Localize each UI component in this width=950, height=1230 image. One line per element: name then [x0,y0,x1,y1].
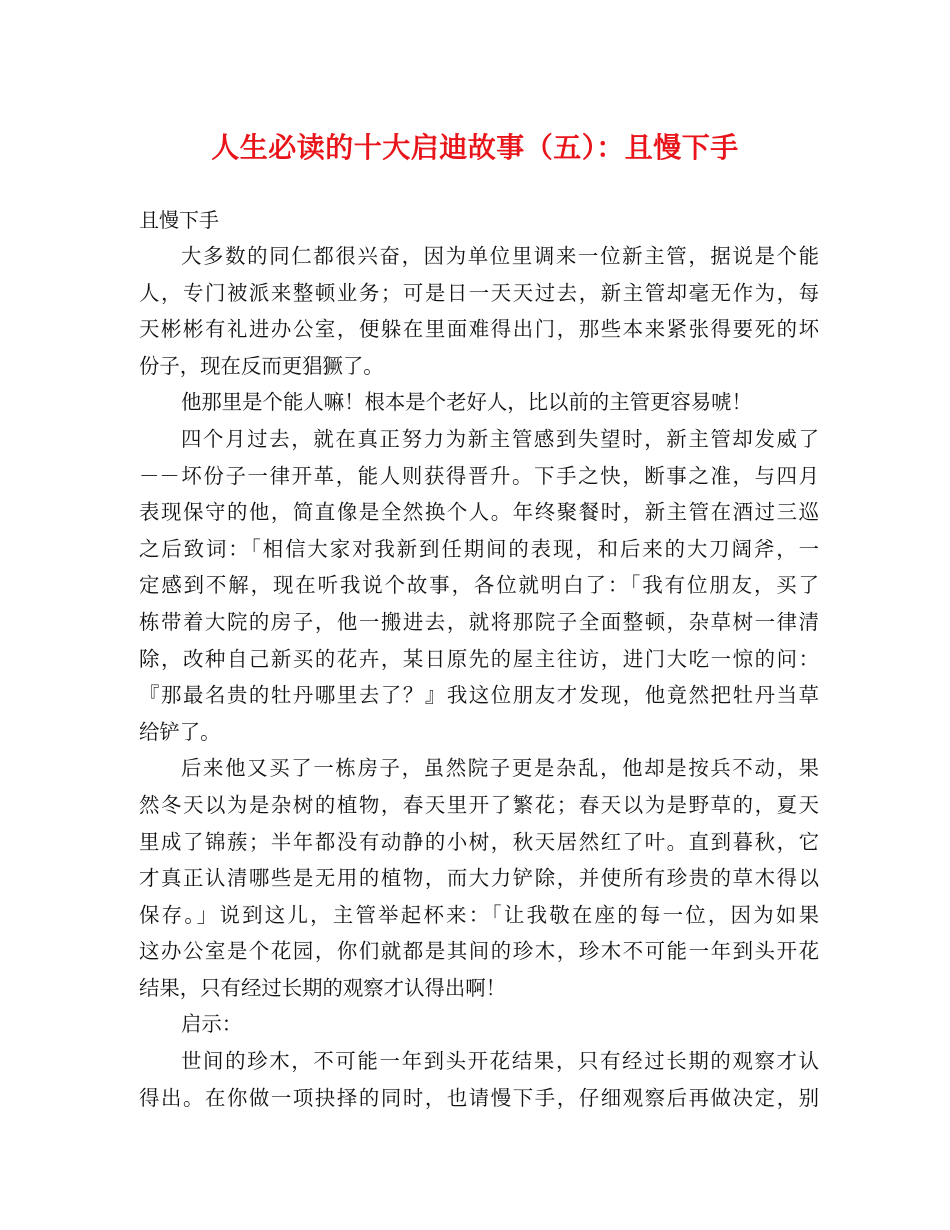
body-line: 这办公室是个花园，你们就都是其间的珍木，珍木不可能一年到头开花 [139,939,819,964]
body-line: 份子，现在反而更猖獗了。 [139,353,384,378]
body-line: 四个月过去，就在真正努力为新主管感到失望时，新主管却发威了 [181,426,819,451]
body-line: 启示： [181,1012,243,1037]
body-line: 之后致词：「相信大家对我新到任期间的表现，和后来的大刀阔斧，一 [139,536,819,561]
body-line: 『那最名贵的牡丹哪里去了？』我这位朋友才发现，他竟然把牡丹当草 [139,683,819,708]
body-line: 里成了锦蔟；半年都没有动静的小树，秋天居然红了叶。直到暮秋，它 [139,829,819,854]
body-line: 除，改种自己新买的花卉，某日原先的屋主往访，进门大吃一惊的问： [139,646,819,671]
page-title: 人生必读的十大启迪故事（五）：且慢下手 [211,131,739,164]
body-line: 后来他又买了一栋房子，虽然院子更是杂乱，他却是按兵不动，果 [181,756,819,781]
body-line: 保存。」说到这儿，主管举起杯来：「让我敬在座的每一位，因为如果 [139,902,819,927]
body-line: －－坏份子一律开革，能人则获得晋升。下手之快，断事之准，与四月 [139,463,819,488]
body-line: 栋带着大院的房子，他一搬进去，就将那院子全面整顿，杂草树一律清 [139,609,819,634]
body-line: 他那里是个能人嘛！根本是个老好人，比以前的主管更容易唬！ [181,390,752,415]
story-heading: 且慢下手 [139,208,219,232]
body-line: 人，专门被派来整顿业务；可是日一天天过去，新主管却毫无作为，每 [139,280,819,305]
body-line: 世间的珍木，不可能一年到头开花结果，只有经过长期的观察才认 [181,1049,819,1074]
body-line: 定感到不解，现在听我说个故事，各位就明白了：「我有位朋友，买了 [139,573,819,598]
body-line: 天彬彬有礼进办公室，便躲在里面难得出门，那些本来紧张得要死的坏 [139,317,819,342]
body-line: 大多数的同仁都很兴奋，因为单位里调来一位新主管，据说是个能 [181,244,819,268]
body-line: 给铲了。 [139,719,221,744]
body-line: 得出。在你做一项抉择的同时，也请慢下手，仔细观察后再做决定，别 [139,1085,819,1110]
body-line: 表现保守的他，简直像是全然换个人。年终聚餐时，新主管在酒过三巡 [139,500,819,525]
body-line: 然冬天以为是杂树的植物，春天里开了繁花；春天以为是野草的，夏天 [139,792,819,817]
body-line: 结果，只有经过长期的观察才认得出啊！ [139,975,507,1000]
body-line: 才真正认清哪些是无用的植物，而大力铲除，并使所有珍贵的草木得以 [139,866,819,891]
story-body [139,238,819,1116]
